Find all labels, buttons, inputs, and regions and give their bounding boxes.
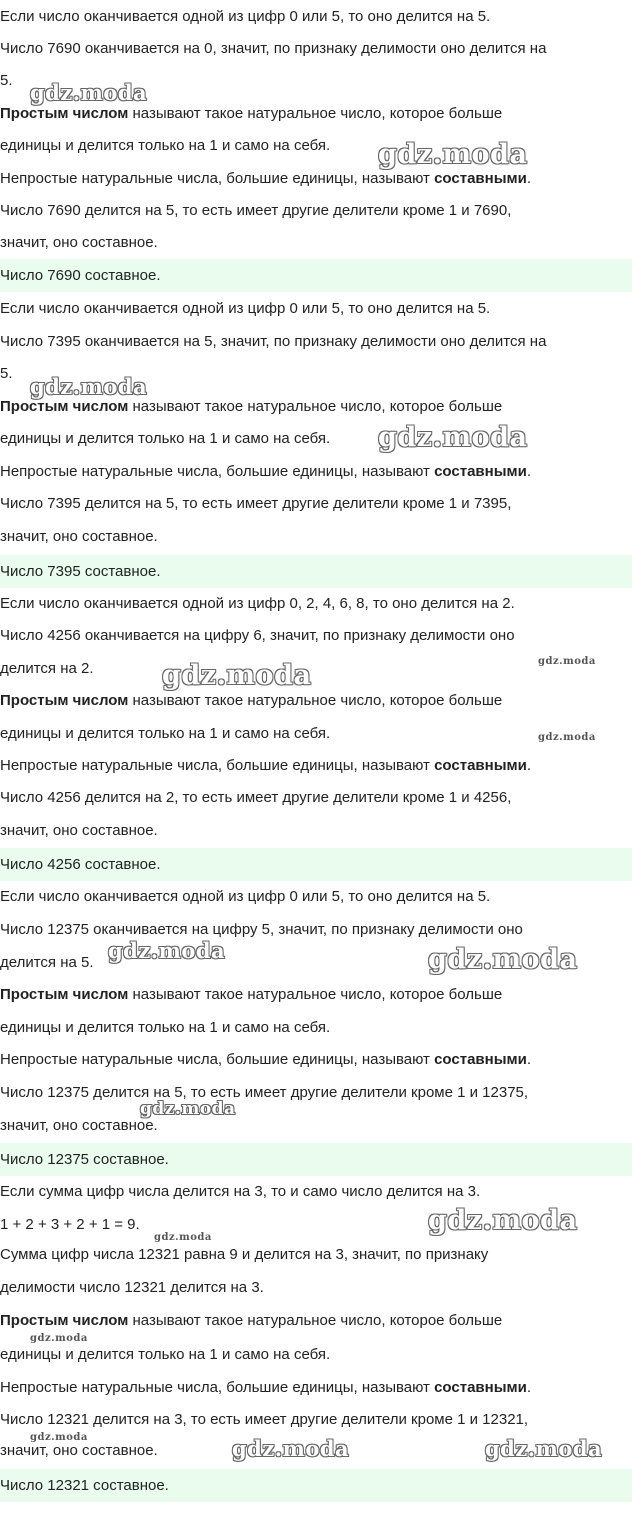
prime-definition-text: называют такое натуральное число, которое больше [128, 398, 503, 415]
watermark-logo: gdz.moda [428, 944, 578, 975]
watermark-logo: gdz.moda [378, 139, 528, 170]
prime-term: Простым числом [0, 105, 129, 122]
composite-term: составными [434, 1379, 527, 1396]
watermark-logo: gdz.moda [538, 732, 596, 743]
conclusion-line: значит, оно составное. [0, 234, 158, 251]
divisor-line: Число 12375 делится на 5, то есть имеет другие делители кроме 1 и 12375, [0, 1084, 529, 1101]
answer-box: Число 7690 составное. [0, 259, 632, 292]
reasoning-line: делится на 2. [0, 660, 94, 677]
prime-definition [0, 1311, 632, 1331]
composite-definition: Непростые натуральные числа, большие единицы, называют составными. [0, 170, 532, 187]
reasoning-line: 5. [0, 365, 13, 382]
watermark-logo: gdz.moda [30, 1333, 88, 1344]
prime-definition-cont: единицы и делится только на 1 и само на себя. [0, 137, 331, 154]
prime-term: Простым числом [0, 986, 129, 1003]
watermark-logo: gdz.moda [30, 80, 148, 105]
watermark-logo: gdz.moda [162, 660, 312, 691]
divisor-line: Число 12321 делится на 3, то есть имеет другие делители кроме 1 и 12321, [0, 1411, 529, 1428]
prime-definition-cont: единицы и делится только на 1 и само на себя. [0, 1019, 331, 1036]
prime-definition-text: называют такое натуральное число, которое больше [128, 986, 503, 1003]
watermark-logo: gdz.moda [30, 374, 148, 399]
composite-term: составными [434, 170, 527, 187]
prime-definition-cont: единицы и делится только на 1 и само на себя. [0, 1346, 331, 1363]
rule-line: Если сумма цифр числа делится на 3, то и само число делится на 3. [0, 1183, 481, 1200]
watermark-logo: gdz.moda [485, 1436, 603, 1461]
prime-term: Простым числом [0, 1312, 129, 1329]
watermark-logo: gdz.moda [538, 656, 596, 667]
composite-term: составными [434, 757, 527, 774]
composite-term: составными [434, 1051, 527, 1068]
prime-definition-text: называют такое натуральное число, которое больше [128, 1312, 503, 1329]
prime-definition [0, 104, 632, 124]
watermark-logo: gdz.moda [30, 1432, 88, 1443]
prime-definition [0, 397, 632, 417]
prime-term: Простым числом [0, 692, 129, 709]
composite-definition: Непростые натуральные числа, большие единицы, называют составными. [0, 757, 532, 774]
answer-box: Число 12321 составное. [0, 1469, 632, 1502]
conclusion-line: значит, оно составное. [0, 528, 158, 545]
reasoning-line: делится на 5. [0, 954, 94, 971]
reasoning-line: Число 7395 оканчивается на 5, значит, по признаку делимости оно делится на [0, 333, 547, 350]
prime-definition-text: называют такое натуральное число, которое больше [128, 692, 503, 709]
watermark-logo: gdz.moda [232, 1436, 350, 1461]
reasoning-line: Сумма цифр числа 12321 равна 9 и делится на 3, значит, по признаку [0, 1246, 489, 1263]
watermark-logo: gdz.moda [378, 422, 528, 453]
prime-definition-cont: единицы и делится только на 1 и само на себя. [0, 430, 331, 447]
reasoning-line: Число 7690 оканчивается на 0, значит, по признаку делимости оно делится на [0, 40, 547, 57]
reasoning-line: Число 4256 оканчивается на цифру 6, значит, по признаку делимости оно [0, 627, 515, 644]
watermark-logo: gdz.moda [428, 1205, 578, 1236]
prime-definition-cont: единицы и делится только на 1 и само на себя. [0, 725, 331, 742]
rule-line: Если число оканчивается одной из цифр 0, 2, 4, 6, 8, то оно делится на 2. [0, 595, 515, 612]
rule-line: Если число оканчивается одной из цифр 0 или 5, то оно делится на 5. [0, 8, 491, 25]
composite-definition: Непростые натуральные числа, большие единицы, называют составными. [0, 1051, 532, 1068]
reasoning-line: делимости число 12321 делится на 3. [0, 1279, 264, 1296]
divisor-line: Число 7395 делится на 5, то есть имеет другие делители кроме 1 и 7395, [0, 495, 512, 512]
conclusion-line: значит, оно составное. [0, 822, 158, 839]
rule-line: Если число оканчивается одной из цифр 0 или 5, то оно делится на 5. [0, 300, 491, 317]
reasoning-line: 5. [0, 72, 13, 89]
conclusion-line: значит, оно составное. [0, 1442, 158, 1459]
composite-term: составными [434, 463, 527, 480]
answer-box: Число 4256 составное. [0, 848, 632, 881]
composite-definition: Непростые натуральные числа, большие единицы, называют составными. [0, 463, 532, 480]
composite-definition: Непростые натуральные числа, большие единицы, называют составными. [0, 1379, 532, 1396]
watermark-logo: gdz.moda [140, 1099, 236, 1119]
prime-definition [0, 985, 632, 1005]
prime-term: Простым числом [0, 398, 129, 415]
watermark-logo: gdz.moda [154, 1232, 212, 1243]
prime-definition [0, 691, 632, 711]
answer-box: Число 12375 составное. [0, 1143, 632, 1176]
digit-sum-line: 1 + 2 + 3 + 2 + 1 = 9. [0, 1216, 140, 1233]
watermark-logo: gdz.moda [108, 938, 226, 963]
divisor-line: Число 4256 делится на 2, то есть имеет другие делители кроме 1 и 4256, [0, 789, 512, 806]
rule-line: Если число оканчивается одной из цифр 0 или 5, то оно делится на 5. [0, 888, 491, 905]
answer-box: Число 7395 составное. [0, 555, 632, 588]
prime-definition-text: называют такое натуральное число, которое больше [128, 105, 503, 122]
divisor-line: Число 7690 делится на 5, то есть имеет другие делители кроме 1 и 7690, [0, 202, 512, 219]
conclusion-line: значит, оно составное. [0, 1117, 158, 1134]
reasoning-line: Число 12375 оканчивается на цифру 5, значит, по признаку делимости оно [0, 921, 523, 938]
